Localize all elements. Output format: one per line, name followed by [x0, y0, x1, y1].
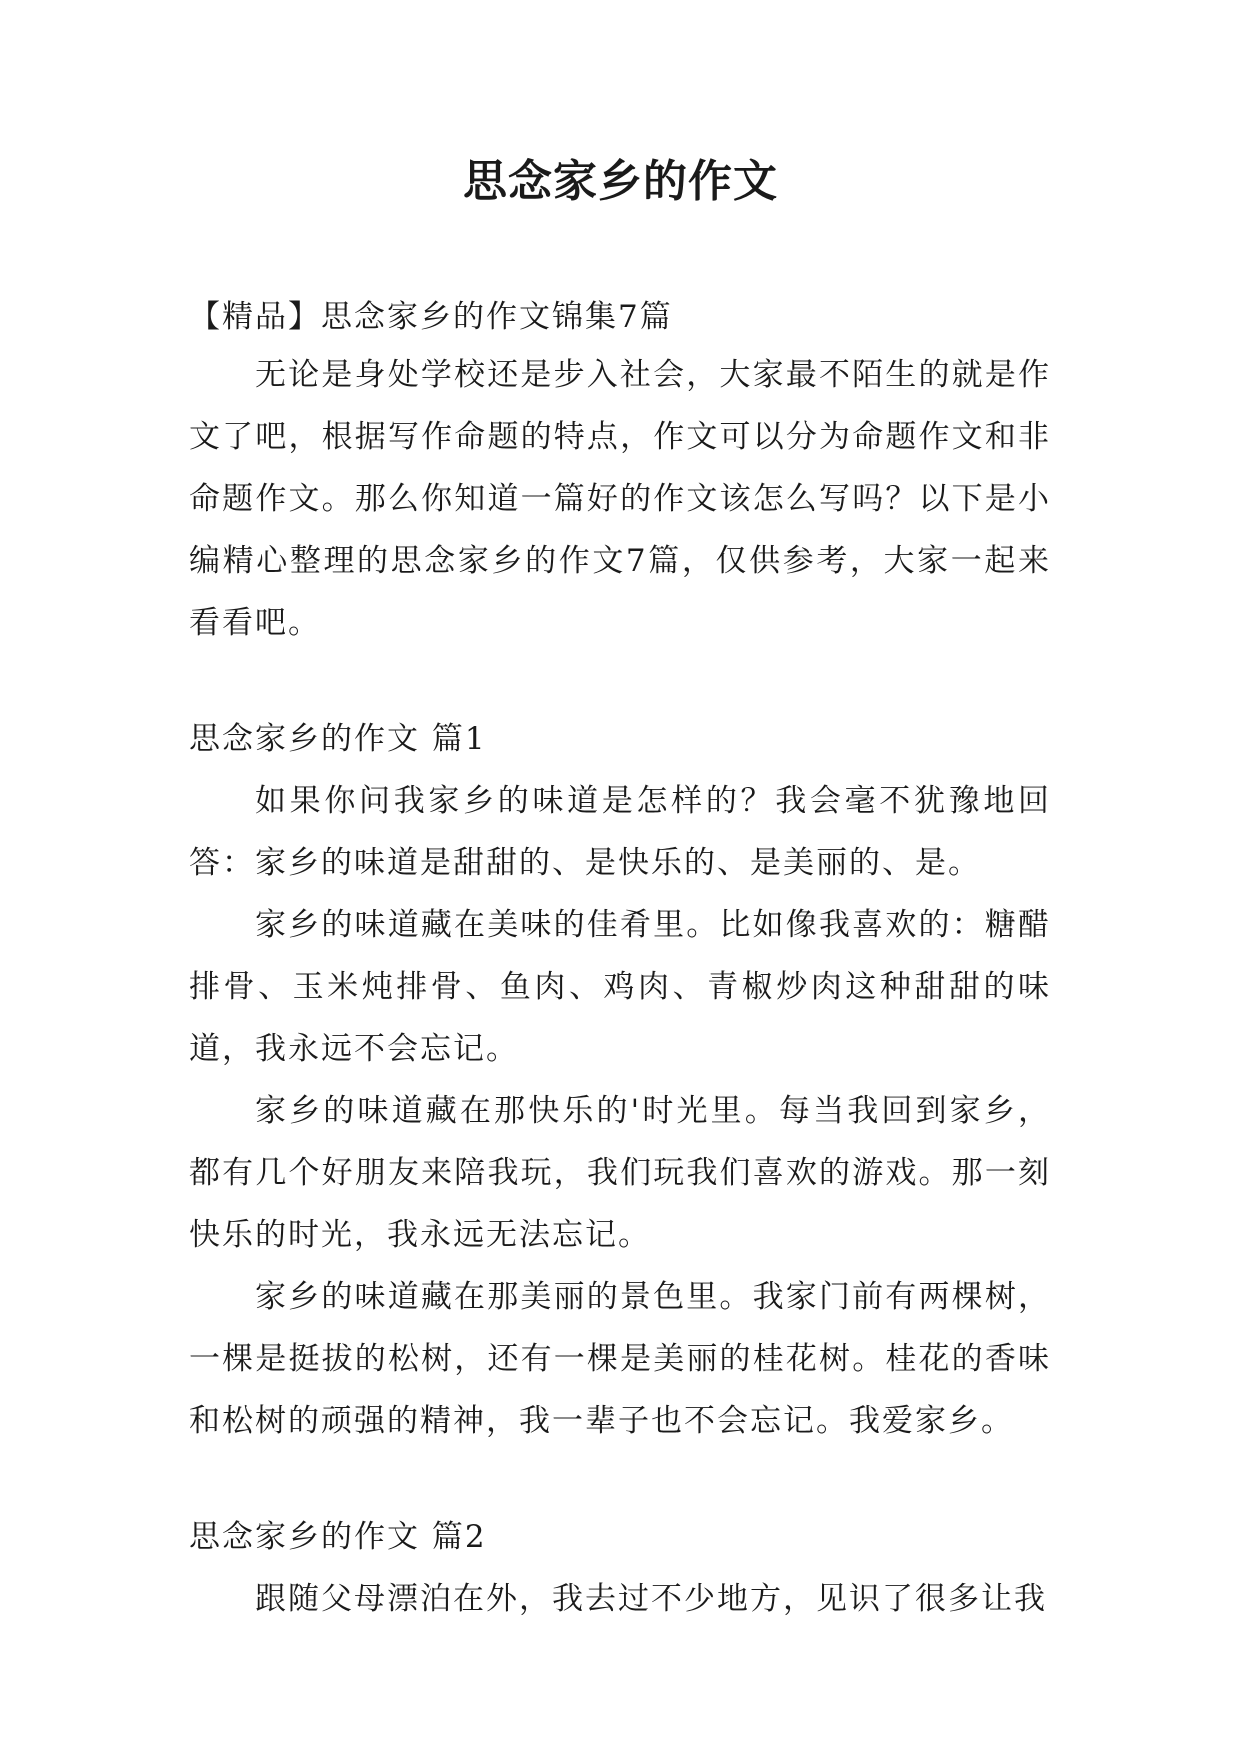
intro-paragraph: 无论是身处学校还是步入社会，大家最不陌生的就是作文了吧，根据写作命题的特点，作文可以分为命题作文和非命题作文。那么你知道一篇好的作文该怎么写吗？以下是小编精心整理的思念家乡的作文7篇，仅供参考，大家一起来看看吧。: [189, 357, 1051, 641]
section-heading: 思念家乡的作文 篇2: [189, 1519, 487, 1555]
section-paragraph: 家乡的味道藏在美味的佳肴里。比如像我喜欢的：糖醋排骨、玉米炖排骨、鱼肉、鸡肉、青椒炒肉这种甜甜的味道，我永远不会忘记。: [189, 907, 1051, 1067]
section-paragraph: 家乡的味道藏在那美丽的景色里。我家门前有两棵树，一棵是挺拔的松树，还有一棵是美丽的桂花树。桂花的香味和松树的顽强的精神，我一辈子也不会忘记。我爱家乡。: [189, 1279, 1051, 1439]
section-paragraph: 家乡的味道藏在那快乐的'时光里。每当我回到家乡，都有几个好朋友来陪我玩，我们玩我们喜欢的游戏。那一刻快乐的时光，我永远无法忘记。: [189, 1093, 1051, 1253]
document-body: [189, 290, 1051, 1630]
section-paragraph: 跟随父母漂泊在外，我去过不少地方，见识了很多让我: [255, 1581, 1047, 1617]
section-heading: 思念家乡的作文 篇1: [189, 721, 487, 757]
document-subtitle: 【精品】思念家乡的作文锦集7篇: [189, 299, 673, 335]
section-paragraph: 如果你问我家乡的味道是怎样的？我会毫不犹豫地回答：家乡的味道是甜甜的、是快乐的、是美丽的、是。: [189, 783, 1051, 881]
document-title: 思念家乡的作文: [463, 156, 778, 207]
